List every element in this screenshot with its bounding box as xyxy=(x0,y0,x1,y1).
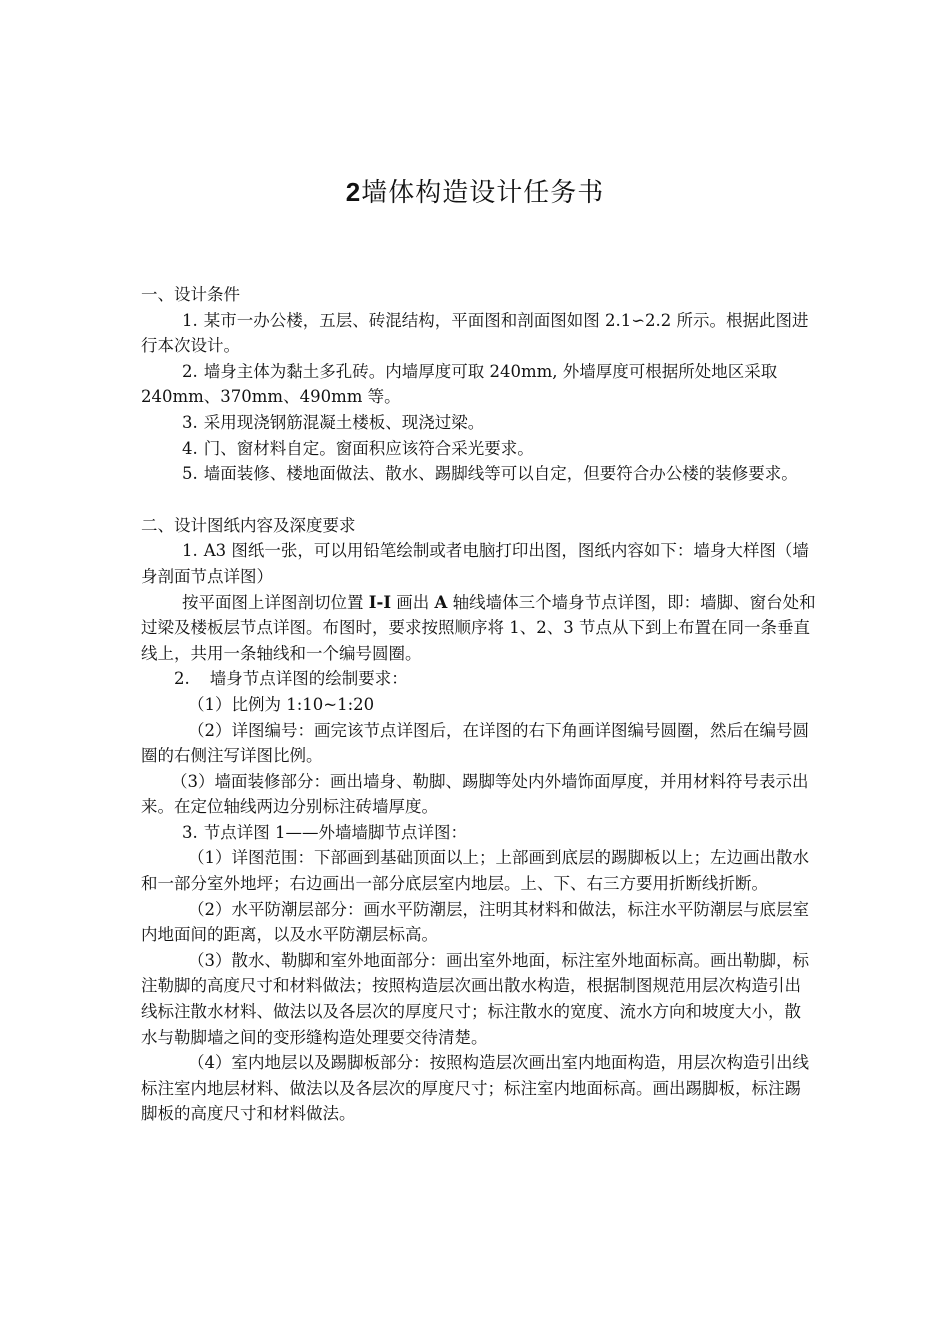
section-spacer xyxy=(141,487,817,513)
item-number: 4. xyxy=(182,438,198,458)
section-heading-design-conditions: 一、设计条件 xyxy=(141,285,240,304)
condition-item-4 xyxy=(141,436,817,462)
condition-item-5 xyxy=(141,461,817,487)
condition-item-3 xyxy=(141,410,817,436)
item-number: 1. xyxy=(182,310,198,330)
item-text: 采用现浇钢筋混凝土楼板、现浇过梁。 xyxy=(203,412,485,432)
requirement-item-2-sub-2: （2）详图编号：画完该节点详图后，在详图的右下角画详图编号圆圈，然后在编号圆圈的右侧注写详图比例。 xyxy=(141,720,809,766)
requirement-item-2 xyxy=(141,666,817,692)
requirement-item-3-sub-2: （2）水平防潮层部分：画水平防潮层，注明其材料和做法，标注水平防潮层与底层室内地面间的距离，以及水平防潮层标高。 xyxy=(141,899,809,945)
detail-text-part: 按平面图上详图剖切位置 xyxy=(182,592,369,612)
item-number: 2. xyxy=(174,669,190,689)
item-text: 墙身节点详图的绘制要求： xyxy=(209,669,408,689)
item-number: 1. xyxy=(182,541,198,561)
detail-text-part: 画出 xyxy=(391,592,435,612)
requirement-item-1-detail xyxy=(141,590,817,667)
item-number: 3. xyxy=(182,412,198,432)
item-number: 5. xyxy=(182,464,198,484)
section-mark: I-I xyxy=(368,592,392,612)
document-body xyxy=(141,282,817,1127)
requirement-item-1 xyxy=(141,538,817,589)
condition-item-1 xyxy=(141,308,817,359)
item-text: A3 图纸一张，可以用铅笔绘制或者电脑打印出图，图纸内容如下：墙身大样图（墙身剖面节点详图） xyxy=(141,541,809,586)
section-heading-drawing-requirements: 二、设计图纸内容及深度要求 xyxy=(141,515,356,535)
requirement-item-3-sub-3: （3）散水、勒脚和室外地面部分：画出室外地面，标注室外地面标高。画出勒脚，标注勒脚的高度尺寸和材料做法；按照构造层次画出散水构造，根据制图规范用层次构造引出线标注散水材料、做法以及各层次的厚度尺寸；标注散水的宽度、流水方向和坡度大小，散水与勒脚墙之间的变形缝构造处理要交待清楚。 xyxy=(141,950,809,1047)
item-text: 节点详图 1——外墙墙脚节点详图： xyxy=(203,822,467,842)
requirement-item-3 xyxy=(141,820,817,846)
item-number: 3. xyxy=(182,822,198,842)
requirement-item-3-sub-1: （1）详图范围：下部画到基础顶面以上；上部画到底层的踢脚板以上；左边画出散水和一部分室外地坪；右边画出一部分底层室内地层。上、下、右三方要用折断线折断。 xyxy=(141,848,809,894)
requirement-item-3-sub-4: （4）室内地层以及踢脚板部分：按照构造层次画出室内地面构造，用层次构造引出线标注室内地层材料、做法以及各层次的厚度尺寸；标注室内地面标高。画出踢脚板，标注踢脚板的高度尺寸和材料做法。 xyxy=(141,1053,809,1124)
title-text: 墙体构造设计任务书 xyxy=(361,178,605,208)
title-number: 2 xyxy=(345,177,362,207)
item-number: 2. xyxy=(182,361,198,381)
document-title xyxy=(0,172,950,209)
item-text: 墙身主体为黏土多孔砖。内墙厚度可取 240mm, 外墙厚度可根据所处地区采取 240mm、370mm、490mm 等。 xyxy=(141,361,778,407)
item-text: 某市一办公楼，五层、砖混结构，平面图和剖面图如图 2.1∽2.2 所示。根据此图进行本次设计。 xyxy=(141,310,809,356)
detail-text-part: 轴线墙体三个墙身节点详图，即：墙脚、窗台处和过梁及楼板层节点详图。布图时，要求按照顺序将 1、2、3 节点从下到上布置在同一条垂直线上，共用一条轴线和一个编号圆圈。 xyxy=(141,592,816,663)
axis-mark: A xyxy=(434,592,448,612)
item-text: 墙面装修、楼地面做法、散水、踢脚线等可以自定，但要符合办公楼的装修要求。 xyxy=(203,464,798,484)
condition-item-2 xyxy=(141,359,817,410)
requirement-item-2-sub-3: （3）墙面装修部分：画出墙身、勒脚、踢脚等处内外墙饰面厚度，并用材料符号表示出来。在定位轴线两边分别标注砖墙厚度。 xyxy=(141,771,809,817)
item-text: 门、窗材料自定。窗面积应该符合采光要求。 xyxy=(203,438,534,458)
requirement-item-2-sub-1: （1）比例为 1:10~1:20 xyxy=(188,694,375,714)
